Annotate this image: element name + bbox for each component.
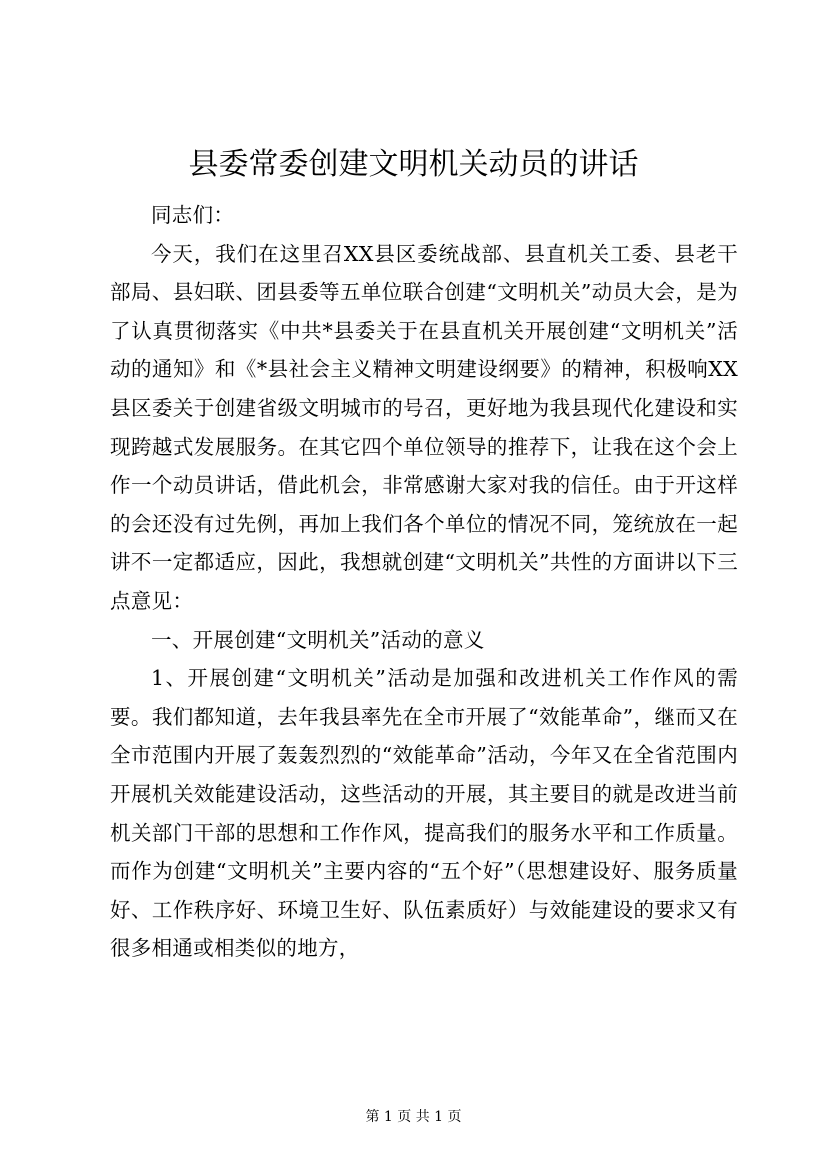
document-body xyxy=(110,196,738,968)
document-title: 县委常委创建文明机关动员的讲话 xyxy=(188,147,639,182)
paragraph-point-1: 1、开展创建“文明机关”活动是加强和改进机关工作作风的需要。我们都知道，去年我县率先在全市开展了“效能革命”，继而又在全市范围内开展了轰轰烈烈的“效能革命”活动，今年又在全省范围内开展机关效能建设活动，这些活动的开展，其主要目的就是改进当前机关部门干部的思想和工作作风，提高我们的服务水平和工作质量。而作为创建“文明机关”主要内容的“五个好”（思想建设好、服务质量好、工作秩序好、环境卫生好、队伍素质好）与效能建设的要求又有很多相通或相类似的地方， xyxy=(110,666,738,961)
section-heading: 一、开展创建“文明机关”活动的意义 xyxy=(151,627,485,652)
page-footer: 第 1 页 共 1 页 xyxy=(365,1109,462,1125)
greeting: 同志们： xyxy=(151,203,235,227)
paragraph-intro: 今天，我们在这里召XX县区委统战部、县直机关工委、县老干部局、县妇联、团县委等五单位联合创建“文明机关”动员大会，是为了认真贯彻落实《中共*县委关于在县直机关开展创建“文明机关”活动的通知》和《*县社会主义精神文明建设纲要》的精神，积极响XX县区委关于创建省级文明城市的号召，更好地为我县现代化建设和实现跨越式发展服务。在其它四个单位领导的推荐下，让我在这个会上作一个动员讲话，借此机会，非常感谢大家对我的信任。由于开这样的会还没有过先例，再加上我们各个单位的情况不同，笼统放在一起讲不一定都适应，因此，我想就创建“文明机关”共性的方面讲以下三点意见： xyxy=(110,241,738,613)
